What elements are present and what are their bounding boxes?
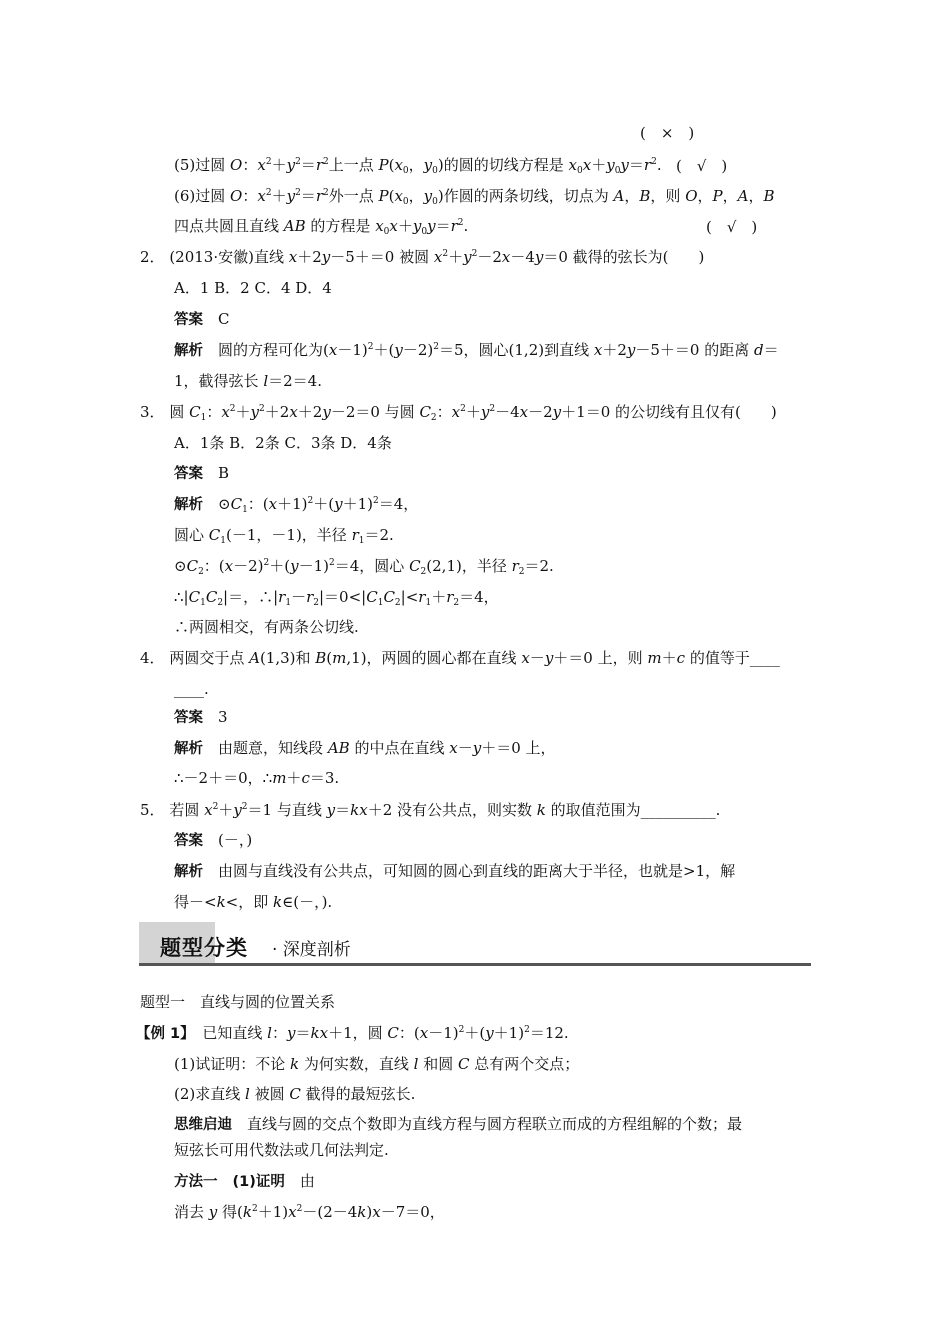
question-3-number: 3．	[140, 403, 165, 421]
statement-6-line2: 四点共圆且直线 AB 的方程是 $x_0x+y_0y=r^2$.	[174, 217, 469, 237]
analysis-label: 解析	[174, 497, 203, 513]
question-3-answer	[174, 463, 229, 484]
judgment-mark-4: ( × )	[640, 124, 695, 142]
answer-value: B	[218, 464, 230, 482]
question-4-analysis: 解析 由题意，知线段 AB 的中点在直线 x－y＋＝0 上，	[174, 739, 556, 757]
example-1-part1: (1)试证明：不论 k 为何实数，直线 l 和圆 C 总有两个交点；	[174, 1055, 580, 1073]
question-4-number: 4．	[140, 649, 165, 667]
hint	[174, 1114, 742, 1135]
type-heading: 题型一 直线与圆的位置关系	[140, 993, 336, 1011]
question-2-number: 2．	[140, 248, 165, 266]
question-2-analysis: 解析 圆的方程可化为$(x-1)^2+(y-2)^2=5$，圆心(1,2)到直线 x＋2y－5＋＝0 的距离 d＝	[174, 341, 779, 359]
analysis-label: 解析	[174, 343, 203, 359]
question-3: 3． 圆 $C_1$：$x^2+y^2+2x+2y-2=0$ 与圆 $C_2$：$x^2+y^2-4x-2y+1=0$ 的公切线有且仅有( )	[140, 403, 777, 423]
question-4: 4． 两圆交于点 A(1,3)和 B(m,1)，两圆的圆心都在直线 x－y＋＝0 上，则 m＋c 的值等于____	[140, 649, 780, 667]
judgment-mark-6: ( √ )	[706, 218, 758, 236]
question-4-blank: ____.	[174, 680, 209, 698]
question-5-analysis-line2: 得－<k<，即 k∈(－，).	[174, 893, 333, 911]
hint-label: 思维启迪	[174, 1117, 232, 1133]
analysis-text: 由题意，知线段	[218, 739, 324, 757]
section-header-rule	[139, 963, 811, 966]
answer-value: (－，)	[218, 831, 253, 849]
question-2: 2． (2013·安徽)直线 x＋2y－5＋＝0 被圆 $x^2+y^2-2x-4y=0$ 截得的弦长为( )	[140, 248, 705, 266]
question-3-analysis-line5: ∴两圆相交，有两条公切线.	[174, 618, 359, 636]
example-label: 【例 1】	[136, 1026, 188, 1042]
answer-label: 答案	[174, 710, 203, 726]
question-3-options: A．1条 B．2条 C．3条 D．4条	[174, 434, 392, 452]
statement-6-line2-text: 四点共圆且直线	[174, 217, 280, 235]
statement-6-label: (6)过圆	[174, 187, 226, 205]
question-2-analysis-line2: 1，截得弦长 l＝2＝4.	[174, 372, 322, 390]
question-4-answer	[174, 707, 228, 728]
question-2-options: A．1 B．2 C．4 D．4	[174, 279, 332, 297]
question-5-answer	[174, 830, 252, 851]
question-3-analysis-line3: $⊙C_2$：$(x-2)^2+(y-1)^2=4$，圆心 $C_2(2,1)$，半径 $r_2=2$.	[174, 557, 554, 577]
judgment-mark-5: ( √ )	[676, 157, 728, 175]
statement-6: (6)过圆 O：$x^2+y^2=r^2$外一点 $P(x_0$，$y_0$)作圆的两条切线，切点为 A，B，则 O，P，A，B	[174, 187, 775, 207]
question-2-answer	[174, 309, 230, 330]
proof-label: (1)证明	[232, 1174, 285, 1190]
question-4-analysis-line2: ∴－2＋＝0，∴m＋c＝3.	[174, 769, 340, 787]
analysis-text: 圆的方程可化为	[218, 341, 324, 359]
analysis-label: 解析	[174, 864, 203, 880]
question-5: 5． 若圆 $x^2+y^2=1$ 与直线 y＝kx＋2 没有公共点，则实数 k 的取值范围为__________.	[140, 801, 721, 819]
answer-label: 答案	[174, 466, 203, 482]
analysis-label: 解析	[174, 741, 203, 757]
answer-value: 3	[218, 708, 228, 726]
answer-label: 答案	[174, 833, 203, 849]
question-5-analysis	[174, 861, 735, 882]
question-3-analysis: 解析 $⊙C_1$：$(x+1)^2+(y+1)^2=4$，	[174, 495, 419, 515]
part2-text: (2)求直线	[174, 1085, 241, 1103]
method-label: 方法一	[174, 1174, 218, 1190]
answer-value: C	[218, 310, 230, 328]
eliminate-text: 消去	[174, 1203, 205, 1221]
analysis-text-2: 1，截得弦长	[174, 372, 259, 390]
question-5-number: 5．	[140, 801, 165, 819]
analysis-text: 由圆与直线没有公共点，可知圆的圆心到直线的距离大于半径，也就是>1，解	[218, 862, 736, 880]
method-1	[174, 1171, 315, 1192]
statement-5: (5)过圆 O：$x^2+y^2=r^2$上一点 $P(x_0$，$y_0$)的圆的切线方程是 $x_0x+y_0y=r^2$.	[174, 156, 662, 176]
answer-label: 答案	[174, 312, 203, 328]
example-1: 【例 1】 已知直线 l：y＝kx＋1，圆 C：$(x-1)^2+(y+1)^2=12$.	[136, 1024, 569, 1042]
question-3-analysis-line4: $\therefore|C_1C_2|=$，$\therefore|r_1-r_2|=0<|C_1C_2|<r_1+r_2=4$，	[174, 588, 499, 608]
statement-5-label: (5)过圆	[174, 156, 226, 174]
method-1-line2: 消去 y 得$(k^2+1)x^2-(2-4k)x-7=0$，	[174, 1203, 445, 1221]
example-1-part2: (2)求直线 l 被圆 C 截得的最短弦长.	[174, 1085, 416, 1103]
hint-line2: 短弦长可用代数法或几何法判定.	[174, 1141, 389, 1159]
section-subtitle: · 深度剖析	[272, 940, 351, 960]
question-2-source: (2013·安徽)	[169, 248, 254, 266]
hint-text: 直线与圆的交点个数即为直线方程与圆方程联立而成的方程组解的个数；最	[247, 1115, 743, 1133]
part1-text: (1)试证明：不论	[174, 1055, 286, 1073]
question-3-analysis-line2: 圆心 $C_1(-1$，－1)，半径 $r_1=2$.	[174, 526, 394, 546]
section-title: 题型分类	[160, 936, 248, 960]
proof-text: 由	[299, 1172, 315, 1190]
